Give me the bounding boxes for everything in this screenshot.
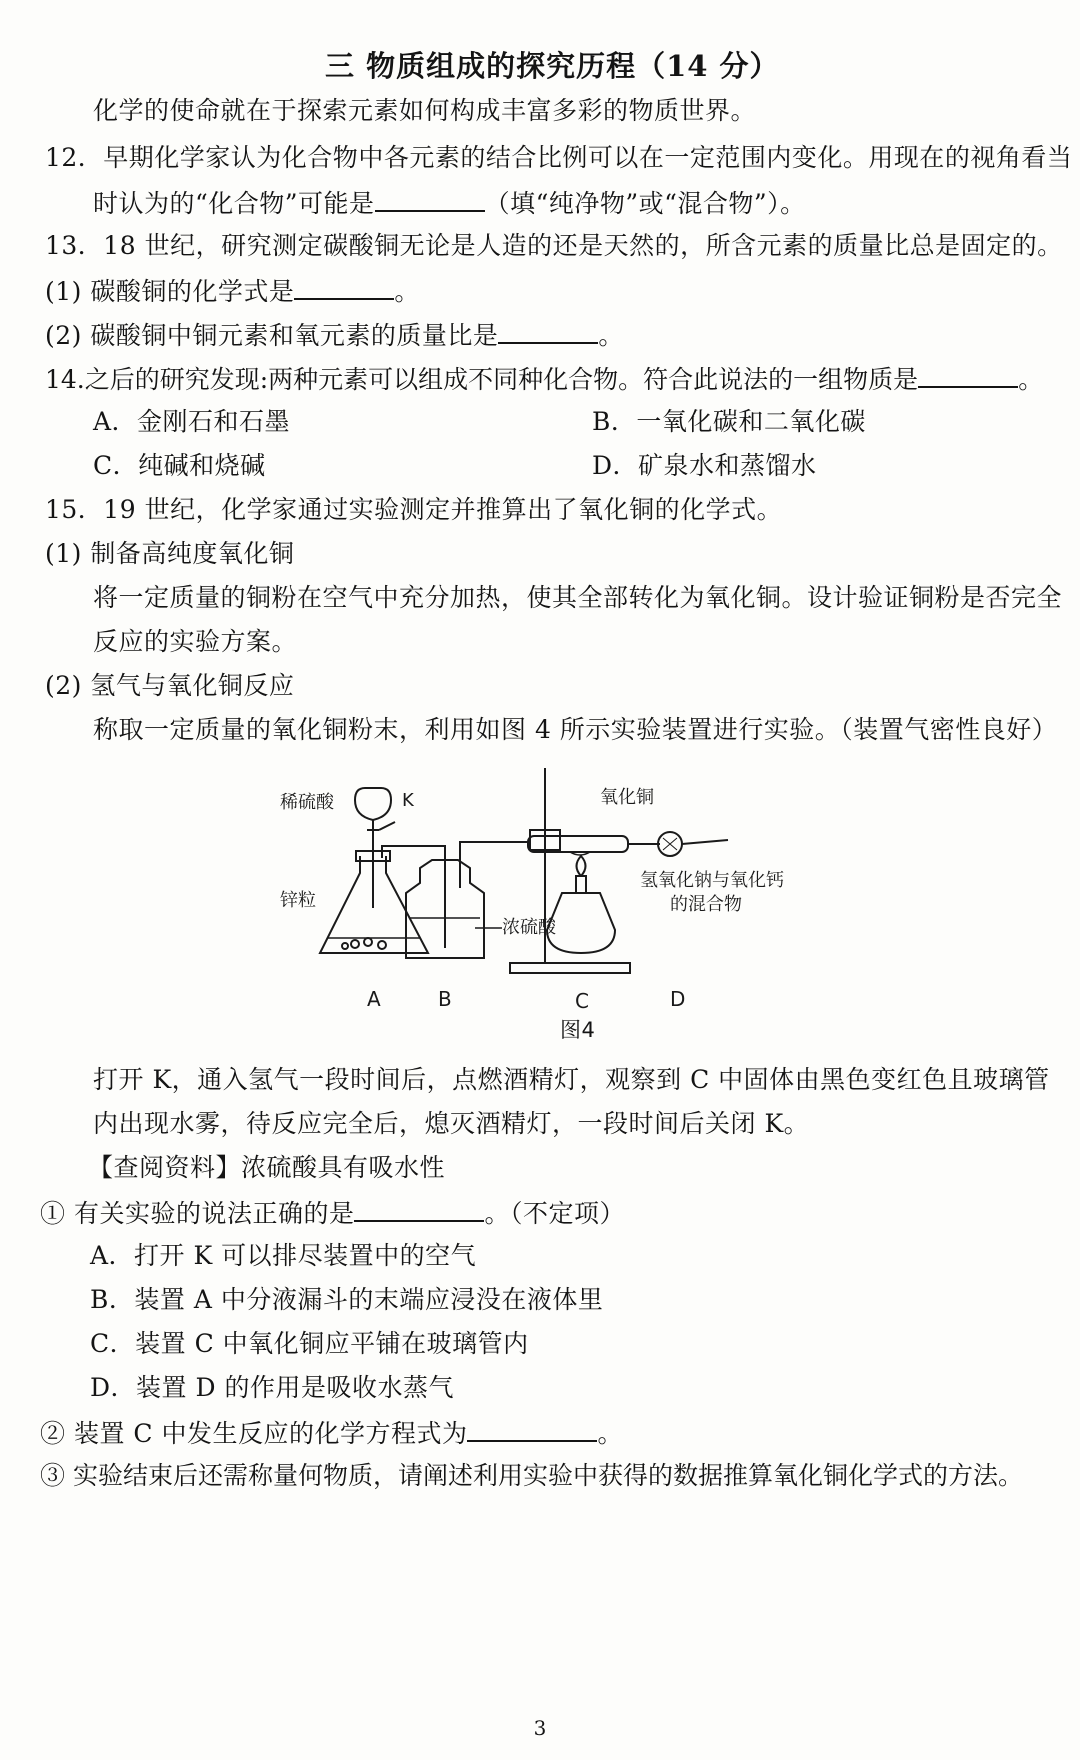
sub-question-3: ③ 实验结束后还需称量何物质，请阐述利用实验中获得的数据推算氧化铜化学式的方法。 [40,1461,1023,1490]
label-a: A [367,987,381,1011]
sub2-end: 。 [597,1419,623,1448]
sub2-blank[interactable] [467,1416,597,1442]
q15-part1-text1: 将一定质量的铜粉在空气中充分加热，使其全部转化为氧化铜。设计验证铜粉是否完全 [93,583,1063,612]
label-mixture-2: 的混合物 [670,894,742,915]
q12-text-a: 时认为的“化合物”可能是 [93,189,375,218]
q12-line2 [93,186,806,220]
q14-option-a: A．金刚石和石墨 [93,407,291,436]
sub1-blank[interactable] [354,1196,484,1222]
label-dilute-acid: 稀硫酸 [280,792,334,813]
sub1-option-b: B．装置 A 中分液漏斗的末端应浸没在液体里 [90,1285,604,1314]
label-zinc: 锌粒 [280,890,316,911]
q13-p2-text: (2) 碳酸铜中铜元素和氧元素的质量比是 [45,321,499,350]
label-conc-acid: 浓硫酸 [502,917,556,938]
q12-stem: 12．早期化学家认为化合物中各元素的结合比例可以在一定范围内变化。用现在的视角看当 [45,143,1073,172]
label-c: C [575,989,589,1013]
q13-p2-blank[interactable] [498,318,598,344]
q13-part1 [45,274,420,308]
flame [577,856,586,876]
label-k: K [402,790,414,811]
separatory-funnel [355,788,391,820]
q15-stem: 15．19 世纪，化学家通过实验测定并推算出了氧化铜的化学式。 [45,495,783,524]
q12-answer-blank[interactable] [375,186,485,212]
page-number: 3 [533,1716,547,1740]
q14-stem [45,362,1043,396]
sub1-option-c: C．装置 C 中氧化铜应平铺在玻璃管内 [90,1329,529,1358]
label-copper-oxide: 氧化铜 [600,787,654,808]
sub-question-1 [40,1196,625,1230]
label-b: B [438,987,452,1011]
q14-option-c: C．纯碱和烧碱 [93,451,266,480]
observation-line1: 打开 K，通入氢气一段时间后，点燃酒精灯，观察到 C 中固体由黑色变红色且玻璃管 [93,1065,1050,1094]
q13-p1-text: (1) 碳酸铜的化学式是 [45,277,295,306]
q15-part2-text: 称取一定质量的氧化铜粉末，利用如图 4 所示实验装置进行实验。（装置气密性良好） [93,715,1058,744]
label-d: D [670,987,686,1011]
observation-line2: 内出现水雾，待反应完全后，熄灭酒精灯，一段时间后关闭 K。 [93,1109,810,1138]
q13-p1-end: 。 [394,277,420,306]
label-mixture-1: 氢氧化钠与氧化钙 [640,870,784,891]
q15-part2-title: (2) 氢气与氧化铜反应 [45,671,295,700]
q14-text: 14.之后的研究发现:两种元素可以组成不同种化合物。符合此说法的一组物质是 [45,365,919,394]
q15-part1-title: (1) 制备高纯度氧化铜 [45,539,295,568]
alcohol-lamp [547,893,615,953]
sub1-option-d: D．装置 D 的作用是吸收水蒸气 [90,1373,454,1402]
iron-stand-base [510,963,630,973]
figure-caption: 图4 [560,1018,596,1042]
reference-note: 【查阅资料】浓硫酸具有吸水性 [88,1153,446,1182]
sub1-end: 。（不定项） [484,1199,625,1228]
q14-option-d: D．矿泉水和蒸馏水 [592,451,817,480]
q13-part2 [45,318,624,352]
q14-option-b: B．一氧化碳和二氧化碳 [592,407,866,436]
q15-part1-text2: 反应的实验方案。 [93,627,298,656]
sub1-text: ① 有关实验的说法正确的是 [40,1199,355,1228]
q13-p2-end: 。 [598,321,624,350]
q14-blank[interactable] [918,362,1018,388]
intro-text: 化学的使命就在于探索元素如何构成丰富多彩的物质世界。 [93,96,757,125]
q13-p1-blank[interactable] [294,274,394,300]
sub1-option-a: A．打开 K 可以排尽装置中的空气 [90,1241,477,1270]
q14-end: 。 [1018,365,1044,394]
q13-stem: 13．18 世纪，研究测定碳酸铜无论是人造的还是天然的，所含元素的质量比总是固定的。 [45,231,1063,260]
sub-question-2 [40,1416,623,1450]
q12-text-b: （填“纯净物”或“混合物”）。 [484,189,806,218]
sub2-text: ② 装置 C 中发生反应的化学方程式为 [40,1419,468,1448]
section-title: 三 物质组成的探究历程（14 分） [325,49,780,83]
figure-4-apparatus [270,758,870,1028]
